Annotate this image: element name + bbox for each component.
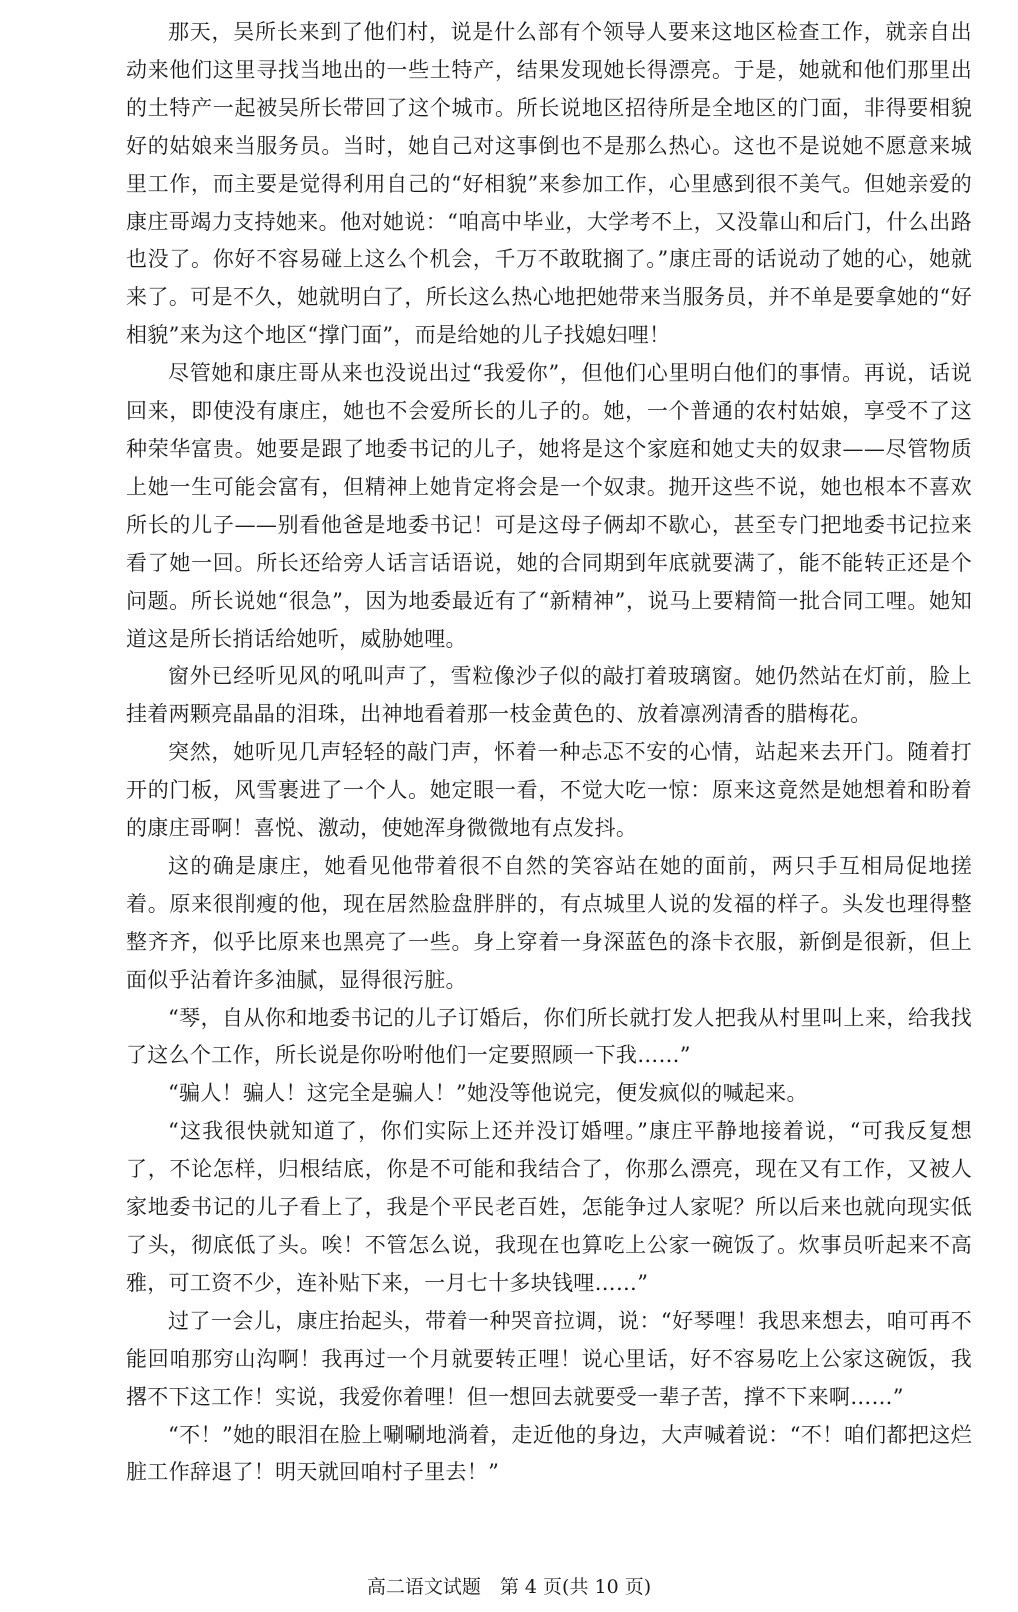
paragraph-10: “不！”她的眼泪在脸上唰唰地淌着，走近他的身边，大声喊着说：“不！咱们都把这烂脏工作辞退了！明天就回咱村子里去！” — [126, 1422, 972, 1485]
paragraph-2: 尽管她和康庄哥从来也没说出过“我爱你”，但他们心里明白他们的事情。再说，话说回来，即使没有康庄，她也不会爱所长的儿子的。她，一个普通的农村姑娘，享受不了这种荣华富贵。她要是跟了地委书记的儿子，她将是这个家庭和她丈夫的奴隶——尽管物质上她一生可能会富有，但精神上她肯定将会是一个奴隶。抛开这些不说，她也根本不喜欢所长的儿子——别看他爸是地委书记！可是这母子俩却不歇心，甚至专门把地委书记拉来看了她一回。所长还给旁人话言话语说，她的合同期到年底就要满了，能不能转正还是个问题。所长说她“很急”，因为地委最近有了“新精神”，说马上要精简一批合同工哩。她知道这是所长捎话给她听，威胁她哩。 — [126, 361, 972, 651]
paragraph-6: “琴，自从你和地委书记的儿子订婚后，你们所长就打发人把我从村里叫上来，给我找了这么个工作，所长说是你吩咐他们一定要照顾一下我……” — [126, 1005, 972, 1068]
paragraph-1: 那天，吴所长来到了他们村，说是什么部有个领导人要来这地区检查工作，就亲自出动来他们这里寻找当地出的一些土特产，结果发现她长得漂亮。于是，她就和他们那里出的土特产一起被吴所长带回了这个城市。所长说地区招待所是全地区的门面，非得要相貌好的姑娘来当服务员。当时，她自己对这事倒也不是那么热心。这也不是说她不愿意来城里工作，而主要是觉得利用自己的“好相貌”来参加工作，心里感到很不美气。但她亲爱的康庄哥竭力支持她来。他对她说：“咱高中毕业，大学考不上，又没靠山和后门，什么出路也没了。你好不容易碰上这么个机会，千万不敢耽搁了。”康庄哥的话说动了她的心，她就来了。可是不久，她就明白了，所长这么热心地把她带来当服务员，并不单是要拿她的“好相貌”来为这个地区“撑门面”，而是给她的儿子找媳妇哩！ — [126, 20, 972, 348]
paragraph-7: “骗人！骗人！这完全是骗人！”她没等他说完，便发疯似的喊起来。 — [168, 1081, 808, 1106]
paragraph-9: 过了一会儿，康庄抬起头，带着一种哭音拉调，说：“好琴哩！我思来想去，咱可再不能回咱那穷山沟啊！我再过一个月就要转正哩！说心里话，好不容易吃上公家这碗饭，我撂不下这工作！实说，我爱你着哩！但一想回去就要受一辈子苦，撑不下来啊……” — [126, 1308, 972, 1409]
page-footer: 高二语文试题 第 4 页(共 10 页) — [366, 1576, 652, 1598]
story-text — [126, 14, 972, 1492]
paragraph-4: 突然，她听见几声轻轻的敲门声，怀着一种忐忑不安的心情，站起来去开门。随着打开的门板，风雪裹进了一个人。她定眼一看，不觉大吃一惊：原来这竟然是她想着和盼着的康庄哥啊！喜悦、激动，使她浑身微微地有点发抖。 — [126, 740, 972, 841]
paragraph-8: “这我很快就知道了，你们实际上还并没订婚哩。”康庄平静地接着说，“可我反复想了，不论怎样，归根结底，你是不可能和我结合了，你那么漂亮，现在又有工作，又被人家地委书记的儿子看上了，我是个平民老百姓，怎能争过人家呢？所以后来也就向现实低了头，彻底低了头。唉！不管怎么说，我现在也算吃上公家一碗饭了。炊事员听起来不高雅，可工资不少，连补贴下来，一月七十多块钱哩……” — [126, 1119, 972, 1295]
paragraph-5: 这的确是康庄，她看见他带着很不自然的笑容站在她的面前，两只手互相局促地搓着。原来很削瘦的他，现在居然脸盘胖胖的，有点城里人说的发福的样子。头发也理得整整齐齐，似乎比原来也黑亮了一些。身上穿着一身深蓝色的涤卡衣服，新倒是很新，但上面似乎沾着许多油腻，显得很污脏。 — [126, 853, 972, 992]
paragraph-3: 窗外已经听见风的吼叫声了，雪粒像沙子似的敲打着玻璃窗。她仍然站在灯前，脸上挂着两颗亮晶晶的泪珠，出神地看着那一枝金黄色的、放着凛冽清香的腊梅花。 — [126, 664, 972, 727]
